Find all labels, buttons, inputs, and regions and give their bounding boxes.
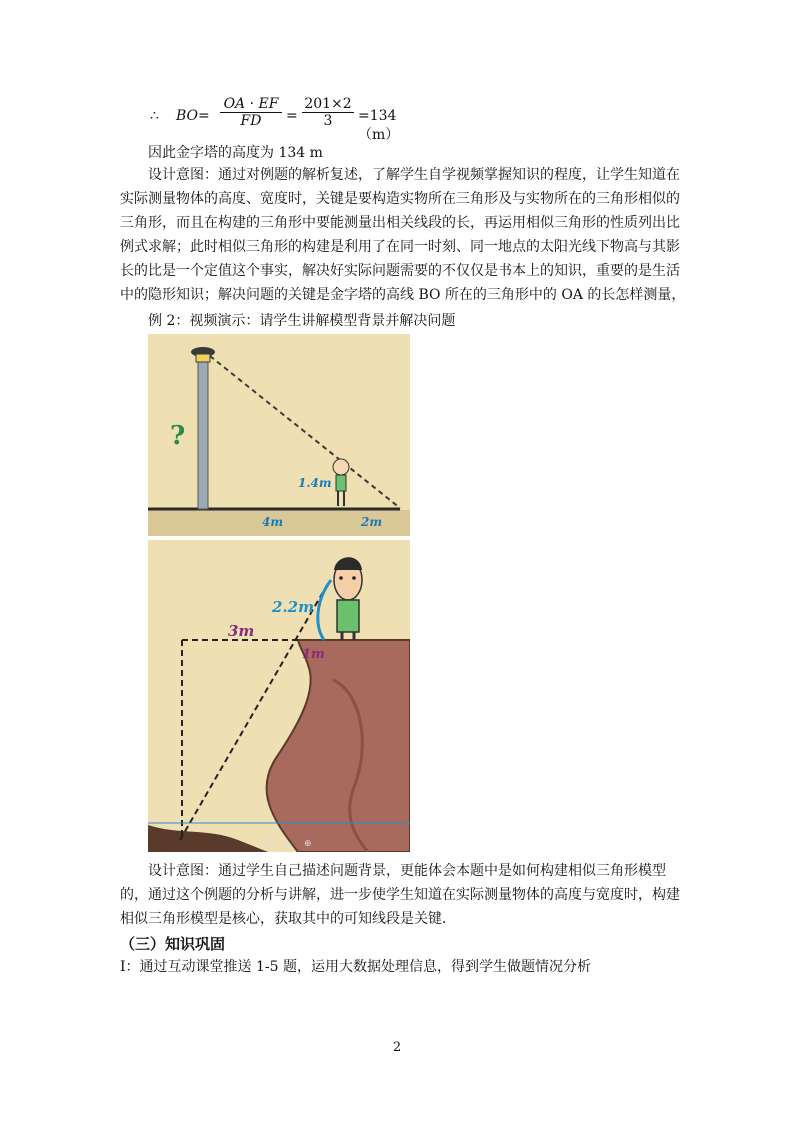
intent1-line: 中的隐形知识；解决问题的关键是金字塔的高线 BO 所在的三角形中的 OA 的长怎样测量， bbox=[120, 287, 686, 303]
example-2-heading: 例 2：视频演示：请学生讲解模型背景并解决问题 bbox=[148, 313, 456, 329]
cliff-illustration bbox=[148, 540, 410, 852]
section-heading: （三）知识巩固 bbox=[120, 935, 226, 953]
fraction-2-denominator: 3 bbox=[323, 113, 333, 129]
fraction-2-numerator: 201×2 bbox=[302, 96, 354, 113]
lamp-post-figure bbox=[148, 334, 410, 536]
intent2-line: 相似三角形模型是核心，获取其中的可知线段是关键． bbox=[120, 911, 456, 927]
person-height-label: 1.4m bbox=[298, 476, 332, 490]
unknown-height-mark: ? bbox=[170, 421, 186, 451]
formula-fraction-2 bbox=[302, 96, 354, 129]
intent1-line: 实际测量物体的高度、宽度时，关键是要构造实物所在三角形及与实物所在的三角形相似的 bbox=[120, 191, 680, 207]
page-number: 2 bbox=[392, 1040, 402, 1055]
conclusion-text: 因此金字塔的高度为 134 m bbox=[148, 145, 323, 161]
formula-lhs: BO= bbox=[176, 108, 210, 124]
cliff-figure bbox=[148, 540, 410, 852]
fraction-1-denominator: FD bbox=[240, 113, 262, 129]
intent2-line: 设计意图：通过学生自己描述问题背景，更能体会本题中是如何构建相似三角形模型 bbox=[148, 863, 666, 879]
formula-result: =134（m） bbox=[358, 108, 400, 143]
drop-label: 1m bbox=[302, 647, 325, 662]
formula-equals: = bbox=[286, 108, 298, 124]
zoom-in-icon[interactable]: ⊕ bbox=[304, 839, 312, 849]
horizontal-distance-label: 3m bbox=[228, 622, 255, 640]
zoom-out-icon[interactable]: ⊖ bbox=[264, 839, 272, 849]
play-icon[interactable]: ▷ bbox=[284, 839, 291, 849]
intent1-line: 三角形，而且在构建的三角形中要能测量出相关线段的长，再运用相似三角形的性质列出比 bbox=[120, 215, 680, 231]
intent1-line: 长的比是一个定值这个事实，解决好实际问题需要的不仅仅是书本上的知识，重要的是生活 bbox=[120, 263, 680, 279]
fraction-1-numerator: OA · EF bbox=[220, 96, 282, 113]
lamp-light bbox=[196, 354, 210, 362]
formula-fraction-1 bbox=[220, 96, 282, 129]
figure-background bbox=[148, 334, 410, 536]
base-left-label: 4m bbox=[262, 515, 284, 529]
intent1-line: 例式求解；此时相似三角形的构建是利用了在同一时刻、同一地点的太阳光线下物高与其影 bbox=[120, 239, 680, 255]
lamp-pole bbox=[198, 360, 208, 509]
intent1-line: 设计意图：通过对例题的解析复述，了解学生自学视频掌握知识的程度，让学生知道在 bbox=[148, 167, 680, 183]
lamp-post-illustration bbox=[148, 334, 410, 536]
therefore-symbol: ∴ bbox=[150, 108, 159, 124]
sight-height-label: 2.2m bbox=[272, 598, 314, 616]
base-right-label: 2m bbox=[361, 515, 383, 529]
consolidation-item-1: Ⅰ：通过互动课堂推送 1-5 题，运用大数据处理信息，得到学生做题情况分析 bbox=[120, 959, 591, 975]
intent2-line: 的，通过这个例题的分析与讲解，进一步使学生知道在实际测量物体的高度与宽度时，构建 bbox=[120, 887, 680, 903]
